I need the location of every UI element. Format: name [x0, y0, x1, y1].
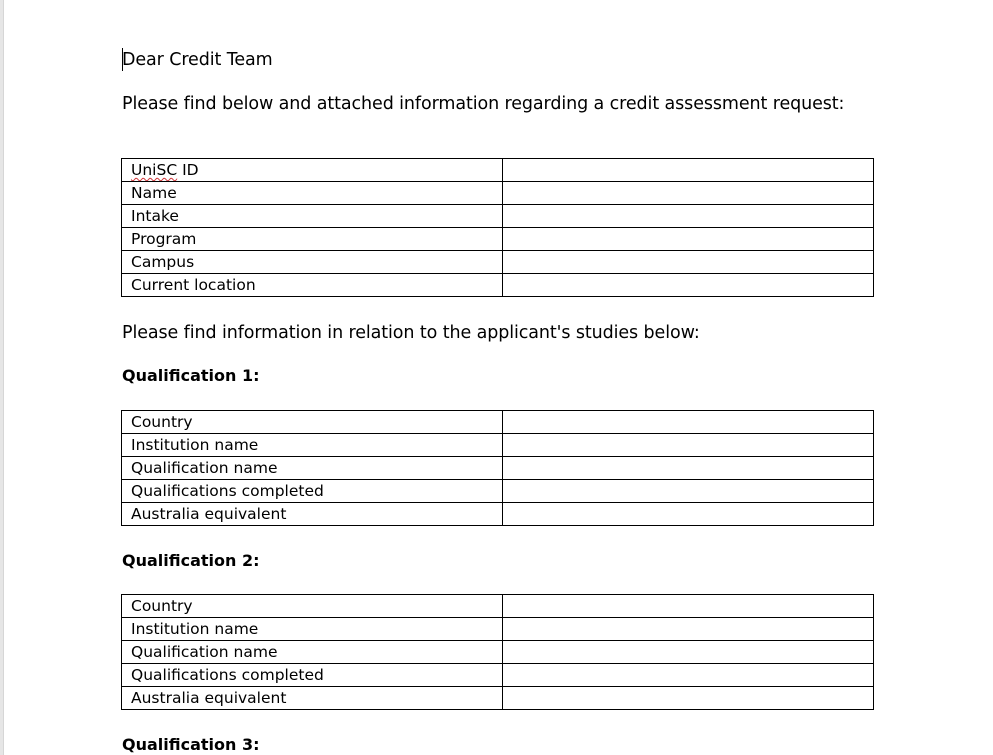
- table-value-cell[interactable]: [503, 274, 874, 297]
- table-row: [122, 480, 874, 503]
- table-row: [122, 274, 874, 297]
- table-value-cell[interactable]: [503, 182, 874, 205]
- table-row: [122, 251, 874, 274]
- studies-intro-paragraph[interactable]: Please find information in relation to the applicant's studies below:: [122, 323, 700, 343]
- table-label-cell[interactable]: Australia equivalent: [122, 503, 503, 526]
- table-row: [122, 411, 874, 434]
- table-label-cell[interactable]: Institution name: [122, 618, 503, 641]
- spellcheck-flagged-word[interactable]: UniSC: [131, 161, 178, 179]
- table-value-cell[interactable]: [503, 457, 874, 480]
- table-value-cell[interactable]: [503, 411, 874, 434]
- table-label-cell[interactable]: Qualifications completed: [122, 480, 503, 503]
- table-row: [122, 159, 874, 182]
- qualification-2-table: [121, 594, 874, 710]
- table-row: [122, 205, 874, 228]
- table-label-cell[interactable]: Qualifications completed: [122, 664, 503, 687]
- qualification-1-table: [121, 410, 874, 526]
- qualification-3-heading[interactable]: Qualification 3:: [122, 735, 260, 754]
- table-label-cell[interactable]: [122, 159, 503, 182]
- table-value-cell[interactable]: [503, 434, 874, 457]
- table-label-cell[interactable]: Institution name: [122, 434, 503, 457]
- table-row: [122, 434, 874, 457]
- table-value-cell[interactable]: [503, 618, 874, 641]
- table-label-cell[interactable]: Country: [122, 595, 503, 618]
- table-row: [122, 182, 874, 205]
- table-label-cell[interactable]: Country: [122, 411, 503, 434]
- table-label-cell[interactable]: Program: [122, 228, 503, 251]
- id-label-suffix: ID: [177, 161, 199, 179]
- table-label-cell[interactable]: Qualification name: [122, 457, 503, 480]
- table-value-cell[interactable]: [503, 251, 874, 274]
- table-row: [122, 664, 874, 687]
- table-value-cell[interactable]: [503, 664, 874, 687]
- table-row: [122, 457, 874, 480]
- applicant-details-table: [121, 158, 874, 297]
- table-value-cell[interactable]: [503, 228, 874, 251]
- table-row: [122, 503, 874, 526]
- table-label-cell[interactable]: Current location: [122, 274, 503, 297]
- table-value-cell[interactable]: [503, 159, 874, 182]
- qualification-2-heading[interactable]: Qualification 2:: [122, 551, 260, 570]
- table-label-cell[interactable]: Campus: [122, 251, 503, 274]
- table-row: [122, 228, 874, 251]
- table-label-cell[interactable]: Qualification name: [122, 641, 503, 664]
- table-value-cell[interactable]: [503, 641, 874, 664]
- greeting-text[interactable]: Dear Credit Team: [122, 50, 273, 70]
- table-value-cell[interactable]: [503, 595, 874, 618]
- table-label-cell[interactable]: Intake: [122, 205, 503, 228]
- table-row: [122, 641, 874, 664]
- table-label-cell[interactable]: Australia equivalent: [122, 687, 503, 710]
- table-label-cell[interactable]: Name: [122, 182, 503, 205]
- table-value-cell[interactable]: [503, 480, 874, 503]
- table-row: [122, 687, 874, 710]
- table-row: [122, 595, 874, 618]
- intro-paragraph[interactable]: Please find below and attached information regarding a credit assessment request:: [122, 94, 845, 114]
- table-value-cell[interactable]: [503, 503, 874, 526]
- table-value-cell[interactable]: [503, 205, 874, 228]
- qualification-1-heading[interactable]: Qualification 1:: [122, 366, 260, 385]
- table-value-cell[interactable]: [503, 687, 874, 710]
- table-row: [122, 618, 874, 641]
